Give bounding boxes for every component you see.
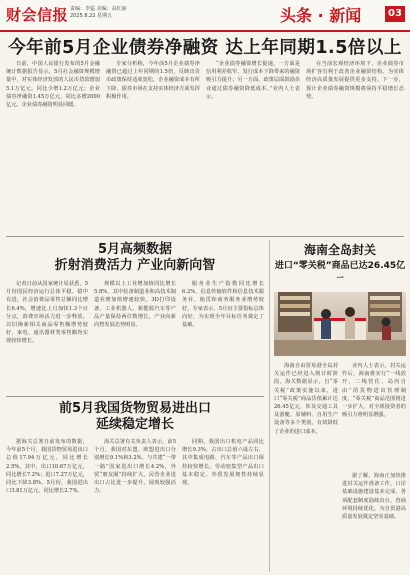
lead-column-1 — [6, 60, 100, 232]
article3-title-line1: 前5月我国货物贸易进出口 — [58, 401, 212, 416]
lead-paragraph: 日前，中国人民银行发布的5月金融统计数据报告显示，5月社会融资规模增量中，对实体经济发放的人民币贷款增加5.1万亿元，同比少增1.2万亿元；企业债券净融资1.45万亿元，同比多增2000亿元。企业债券融资明显回暖。 — [6, 61, 100, 109]
editor-line: 责编：李猛 美编：高红丽 — [70, 6, 127, 12]
date-line: 2025.8.22 星期五 — [70, 13, 113, 19]
article-paragraph: 海关总署有关负责人表示，前5个月，我国对东盟、欧盟进出口分别增长9.1%和3.2%，与共建“一带一路”国家进出口增长4.2%，外贸“朋友圈”持续扩大。民营企业进出口占比进一步提升，展现较强活力。 — [94, 439, 176, 495]
lead-column-2 — [106, 60, 200, 232]
page-number: 03 — [385, 6, 405, 22]
lead-headline: 今年前5月企业债券净融资 达上年同期1.5倍以上 — [8, 38, 402, 58]
shop-interior-image — [274, 278, 406, 356]
duty-free-shop-photo — [274, 278, 406, 356]
article3-column-2 — [94, 438, 176, 570]
article2-title-line1: 5月高频数据 — [97, 242, 173, 257]
section-divider — [6, 236, 404, 237]
article-paragraph: 据海关总署日前发布的数据，今年前5个月，我国货物贸易进出口总值17.94万亿元，同比增长2.5%。其中，出口10.67万亿元，同比增长7.2%；进口7.27万亿元，同比下降3.8%。5月份，我国进出口3.81万亿元，同比增长2.7%。 — [6, 439, 88, 495]
lead-paragraph: 专家分析称，今年前5月企业债券净融资已超过上年同期的1.5倍，反映出货币政策保持适度宽松，企业融资成本有所下降，债券市场在支持实体经济方面发挥积极作用。 — [106, 61, 200, 100]
article3-column-1 — [6, 438, 88, 570]
column-divider — [269, 240, 270, 572]
article-paragraph: 服务业生产指数同比增长6.2%，信息传输软件和信息技术服务业、租赁和商务服务业增势较好。专家表示，5月份主要指标总体向好，为实现全年目标任务奠定了基础。 — [182, 281, 264, 329]
article-paragraph: 记者日前从国家统计局获悉，5月份国民经济运行总体平稳、稳中有进。社会消费品零售总额同比增长6.4%，增速比上月加快1.3个百分点，消费市场活力进一步释放。以旧换新相关商品零售额增势较好，家电、通讯器材类零售额均实现较快增长。 — [6, 281, 88, 345]
article-paragraph: 据了解，海南正加快推进封关运作准备工作，口岸基础设施建设基本完成，各项配套制度陆续出台，营商环境持续优化，为自贸港高质量发展奠定坚实基础。 — [342, 473, 406, 521]
lead-paragraph: 在当前宏观经济环境下，企业债券市场扩容有利于改善企业融资结构，为实体经济高质量发展提供更多支持。下一步，预计企业债券融资规模将保持平稳增长态势。 — [306, 61, 404, 100]
article4-column-3 — [342, 472, 406, 570]
lead-column-3 — [206, 60, 300, 232]
article3-column-3 — [182, 438, 264, 570]
masthead-info — [70, 6, 127, 20]
section-title: 头条 · 新闻 — [280, 6, 362, 25]
article-paragraph: 业内人士表示，封关运作后，海南将实行“一线放开、二线管住、岛内自由”的货物进出管理制度，“零关税”商品范围将进一步扩大，对全球投资者的吸引力将明显增强。 — [342, 363, 406, 419]
newspaper-logo: 财会信报 — [6, 6, 69, 24]
article-paragraph: 同期，我国出口机电产品同比增长9.3%，占出口总值六成左右，其中集成电路、汽车等产品出口保持较快增长。劳动密集型产品出口基本稳定。外贸发展韧性持续显现。 — [182, 439, 264, 487]
article-paragraph: 海南自由贸易港全岛封关运作已经进入倒计时阶段。海关数据显示，自“零关税”政策实施以来，进口“零关税”商品货值累计达26.45亿元，涉及交通工具及游艇、原辅料、自用生产设备等多个类别，有效降低了企业的进口成本。 — [274, 363, 338, 435]
article2-column-1 — [6, 280, 88, 392]
article-paragraph: 规模以上工业增加值同比增长5.8%，其中装备制造业和高技术制造业增加值增速较快。3D打印设备、工业机器人、新能源汽车等产品产量保持两位数增长，产业向新向智发展态势明显。 — [94, 281, 176, 329]
article4-column-1 — [274, 362, 338, 572]
lead-column-4 — [306, 60, 404, 232]
lead-paragraph: “企业债券融资增长提速，一方面是信用利差收窄、发行成本下降带来的融资吸引力提升；另一方面，政策层面鼓励企业通过债券融资降低成本。”业内人士表示。 — [206, 61, 300, 100]
article4-title-line2: 进口“零关税”商品已达26.45亿 — [274, 261, 406, 271]
article2-column-3 — [182, 280, 264, 392]
section-divider — [6, 396, 264, 397]
article3-title-line2: 延续稳定增长 — [95, 417, 174, 432]
article4-column-2 — [342, 362, 406, 468]
article2-column-2 — [94, 280, 176, 392]
article2-title-line2: 折射消费活力 产业向新向智 — [54, 258, 216, 273]
article4-title-line1: 海南全岛封关 — [303, 243, 376, 257]
